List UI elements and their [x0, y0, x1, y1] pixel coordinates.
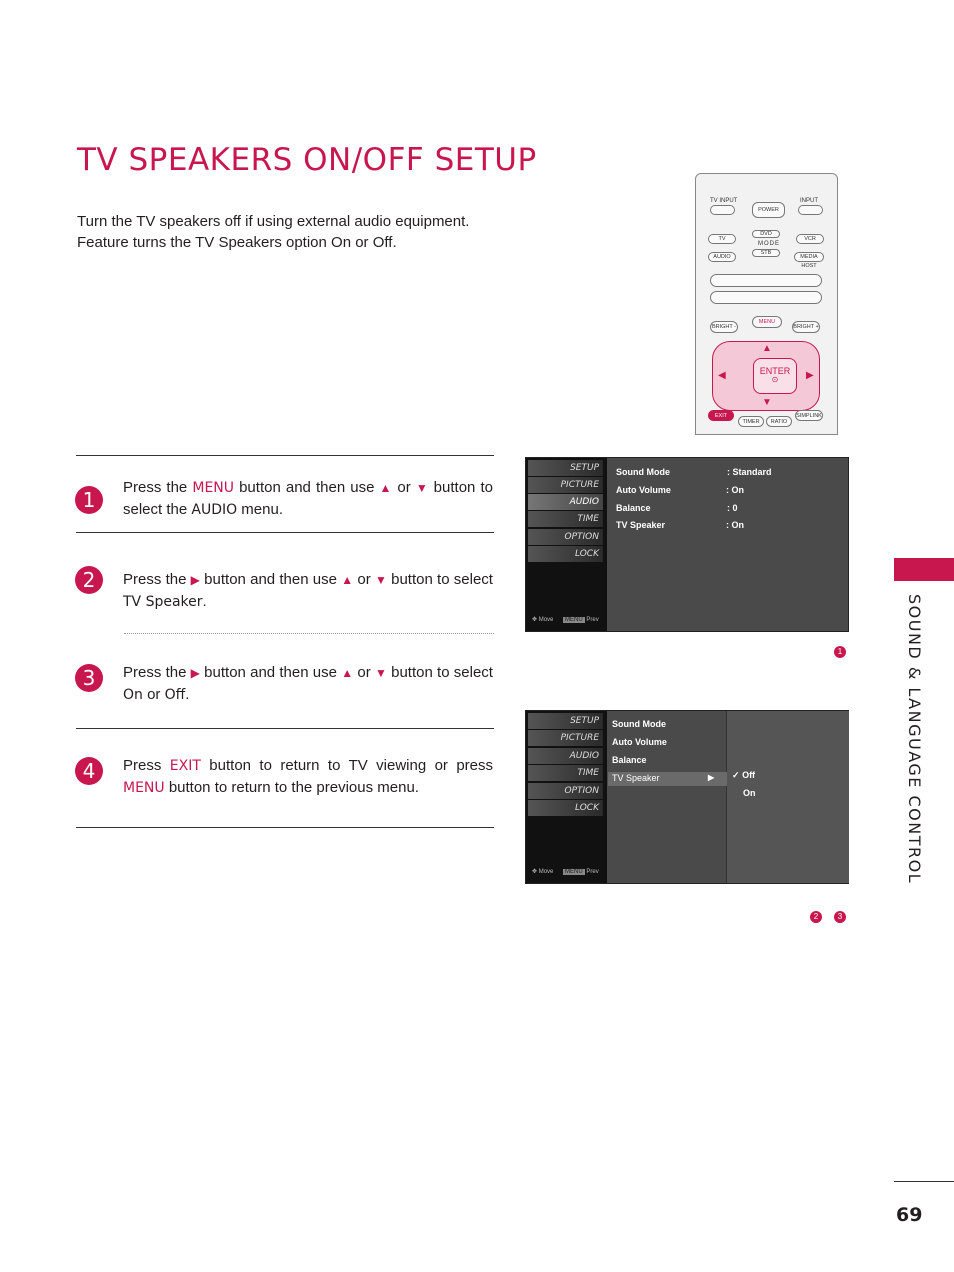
remote-simplink-label: SIMPLINK [796, 413, 822, 419]
step-3-text-part: or [353, 664, 375, 681]
remote-simplink-button [795, 410, 823, 421]
move-icon: ✥ [532, 869, 538, 875]
submenu-panel [726, 711, 849, 883]
remote-vcr-label: VCR [804, 236, 816, 242]
divider-top [76, 455, 494, 456]
sidebar-item-option: OPTION [528, 783, 603, 799]
step-4-exit-key: EXIT [169, 758, 201, 774]
down-arrow-icon: ▼ [374, 573, 387, 587]
menu-footer [532, 616, 599, 623]
step-4-menu-key: MENU [123, 780, 165, 796]
down-arrow-icon: ▼ [415, 481, 429, 495]
menu-row-label: Balance [612, 755, 647, 765]
remote-input-button [798, 205, 823, 215]
remote-stb-button [752, 249, 780, 257]
menu-row-value: : On [726, 520, 744, 530]
divider-dotted [124, 633, 494, 634]
step-1-text-part: menu. [237, 501, 283, 518]
section-tab [894, 558, 954, 581]
menu-row-label: Sound Mode [616, 467, 670, 477]
step-3-text-part: or [142, 686, 165, 703]
remote-bright-minus-label: BRIGHT - [711, 324, 737, 330]
page-number-rule [894, 1181, 954, 1182]
menu-sidebar [526, 458, 607, 631]
footer-menu-key: MENU [565, 617, 583, 623]
remote-ratio-button [766, 416, 792, 427]
menu-row-label: Auto Volume [612, 737, 667, 747]
remote-dvd-button [752, 230, 780, 238]
intro-line-1: Turn the TV speakers off if using external audio equipment. [77, 213, 470, 230]
menu-footer [532, 868, 599, 875]
remote-playback-row-2 [710, 291, 822, 304]
step-badge-1: 1 [834, 646, 846, 658]
remote-vcr-button [796, 234, 824, 244]
menu-row-value: : On [726, 485, 744, 495]
intro-text [77, 211, 517, 253]
remote-enter-label: ENTER [759, 366, 791, 376]
remote-dvd-label: DVD [760, 231, 772, 237]
remote-tv-input-button [710, 205, 735, 215]
step-4-text-part: button to return to the previous menu. [164, 779, 419, 796]
menu-screen-audio [525, 457, 849, 632]
footer-move-label: Move [538, 617, 554, 623]
page-title: TV SPEAKERS ON/OFF SETUP [77, 142, 537, 178]
footer-prev-label: Prev [586, 617, 599, 623]
sidebar-item-time: TIME [528, 765, 603, 781]
remote-media-host-label: MEDIA HOST [800, 254, 818, 269]
remote-power-label: POWER [758, 207, 779, 213]
remote-down-arrow-icon: ▼ [762, 397, 772, 408]
up-arrow-icon: ▲ [341, 666, 354, 680]
remote-right-arrow-icon: ▶ [806, 370, 814, 381]
menu-row-value: : Standard [727, 467, 772, 477]
remote-bright-plus-button [792, 321, 820, 333]
remote-playback-row-1 [710, 274, 822, 287]
remote-timer-button [738, 416, 764, 427]
remote-control-illustration [695, 173, 838, 435]
step-1-text-part: button and then use [234, 479, 380, 496]
remote-menu-button [752, 316, 782, 328]
step-3-off-key: Off [164, 687, 186, 703]
remote-mode-label: MODE [758, 241, 780, 247]
remote-stb-label: STB [760, 250, 772, 256]
step-2-tv-speaker-key: TV Speaker [123, 594, 203, 610]
menu-row-label: Balance [616, 503, 651, 513]
option-off [732, 770, 755, 781]
remote-left-arrow-icon: ◀ [718, 370, 726, 381]
sidebar-item-audio: AUDIO [528, 494, 603, 510]
step-2-text-part: or [353, 571, 375, 588]
remote-menu-label: MENU [758, 319, 776, 325]
menu-row-value: : 0 [727, 503, 738, 513]
step-3-text-part: . [185, 686, 190, 703]
menu-row-label: TV Speaker [616, 520, 666, 530]
step-4-text-part: Press [123, 757, 170, 774]
remote-power-button [752, 202, 785, 218]
remote-navigation-pad [712, 341, 820, 411]
step-3-text-part: button to select [386, 664, 493, 681]
remote-tv-button [708, 234, 736, 244]
divider-step-3 [76, 728, 494, 729]
sidebar-item-time: TIME [528, 511, 603, 527]
remote-bright-plus-label: BRIGHT + [793, 324, 819, 330]
chevron-right-icon: ▶ [708, 773, 715, 782]
menu-row-label: Sound Mode [612, 719, 666, 729]
sidebar-item-setup: SETUP [528, 713, 603, 729]
step-badge-2: 2 [810, 911, 822, 923]
remote-up-arrow-icon: ▲ [762, 343, 772, 354]
divider-step-1 [76, 532, 494, 533]
option-on: On [743, 788, 756, 798]
step-3-text [123, 662, 493, 706]
up-arrow-icon: ▲ [341, 573, 354, 587]
move-icon: ✥ [532, 617, 538, 623]
step-4-text [123, 755, 493, 799]
sidebar-item-picture: PICTURE [528, 477, 603, 493]
menu-row-label: TV Speaker [612, 773, 660, 783]
step-1-menu-key: MENU [192, 480, 235, 496]
section-label: SOUND & LANGUAGE CONTROL [905, 594, 924, 885]
remote-timer-label: TIMER [742, 419, 760, 425]
sidebar-item-audio: AUDIO [528, 748, 603, 764]
step-3-text-part: button and then use [199, 664, 342, 681]
right-arrow-icon: ▶ [190, 666, 200, 680]
remote-tv-input-label: TV INPUT [710, 198, 738, 204]
intro-line-2: Feature turns the TV Speakers option On or Off. [77, 234, 397, 251]
step-2-text-part: button and then use [199, 571, 342, 588]
remote-bright-minus-button [710, 321, 738, 333]
remote-audio-label: AUDIO [713, 254, 731, 260]
step-4-number: 4 [75, 757, 103, 785]
step-3-text-part: Press the [123, 664, 191, 681]
sidebar-item-picture: PICTURE [528, 730, 603, 746]
footer-move-label: Move [538, 869, 554, 875]
remote-exit-label: EXIT [714, 413, 728, 419]
check-icon: ✓ [732, 770, 740, 780]
step-badge-3: 3 [834, 911, 846, 923]
right-arrow-icon: ▶ [190, 573, 200, 587]
step-1-number: 1 [75, 486, 103, 514]
step-2-text-part: . [202, 593, 207, 610]
remote-input-label: INPUT [800, 198, 818, 204]
menu-sidebar [526, 711, 607, 883]
sidebar-item-option: OPTION [528, 529, 603, 545]
step-2-text-part: Press the [123, 571, 191, 588]
up-arrow-icon: ▲ [379, 481, 393, 495]
step-1-text-part: Press the [123, 479, 193, 496]
menu-row-label: Auto Volume [616, 485, 671, 495]
sidebar-item-lock: LOCK [528, 800, 603, 816]
step-1-audio-key: AUDIO [191, 502, 238, 518]
menu-screen-tv-speaker [525, 710, 849, 884]
remote-media-host-button [794, 252, 824, 269]
step-1-text [123, 477, 493, 521]
divider-bottom [76, 827, 494, 828]
step-3-on-key: On [123, 687, 143, 703]
step-1-text-part: or [392, 479, 416, 496]
remote-ratio-label: RATIO [770, 419, 788, 425]
step-2-text-part: button to select [386, 571, 493, 588]
sidebar-item-lock: LOCK [528, 546, 603, 562]
remote-tv-label: TV [718, 236, 726, 242]
step-2-number: 2 [75, 566, 103, 594]
step-4-text-part: button to return to TV viewing or press [200, 757, 494, 774]
down-arrow-icon: ▼ [374, 666, 387, 680]
footer-menu-key: MENU [565, 869, 583, 875]
page-number: 69 [896, 1204, 923, 1226]
step-1-text-part: button to select the [123, 479, 493, 518]
step-2-text [123, 569, 493, 613]
option-off-label: Off [742, 770, 756, 780]
footer-prev-label: Prev [586, 869, 599, 875]
remote-enter-button [753, 358, 797, 394]
step-3-number: 3 [75, 664, 103, 692]
sidebar-item-setup: SETUP [528, 460, 603, 476]
remote-audio-button [708, 252, 736, 262]
remote-exit-button [708, 410, 734, 421]
remote-enter-dot-icon: ⊙ [771, 375, 779, 384]
